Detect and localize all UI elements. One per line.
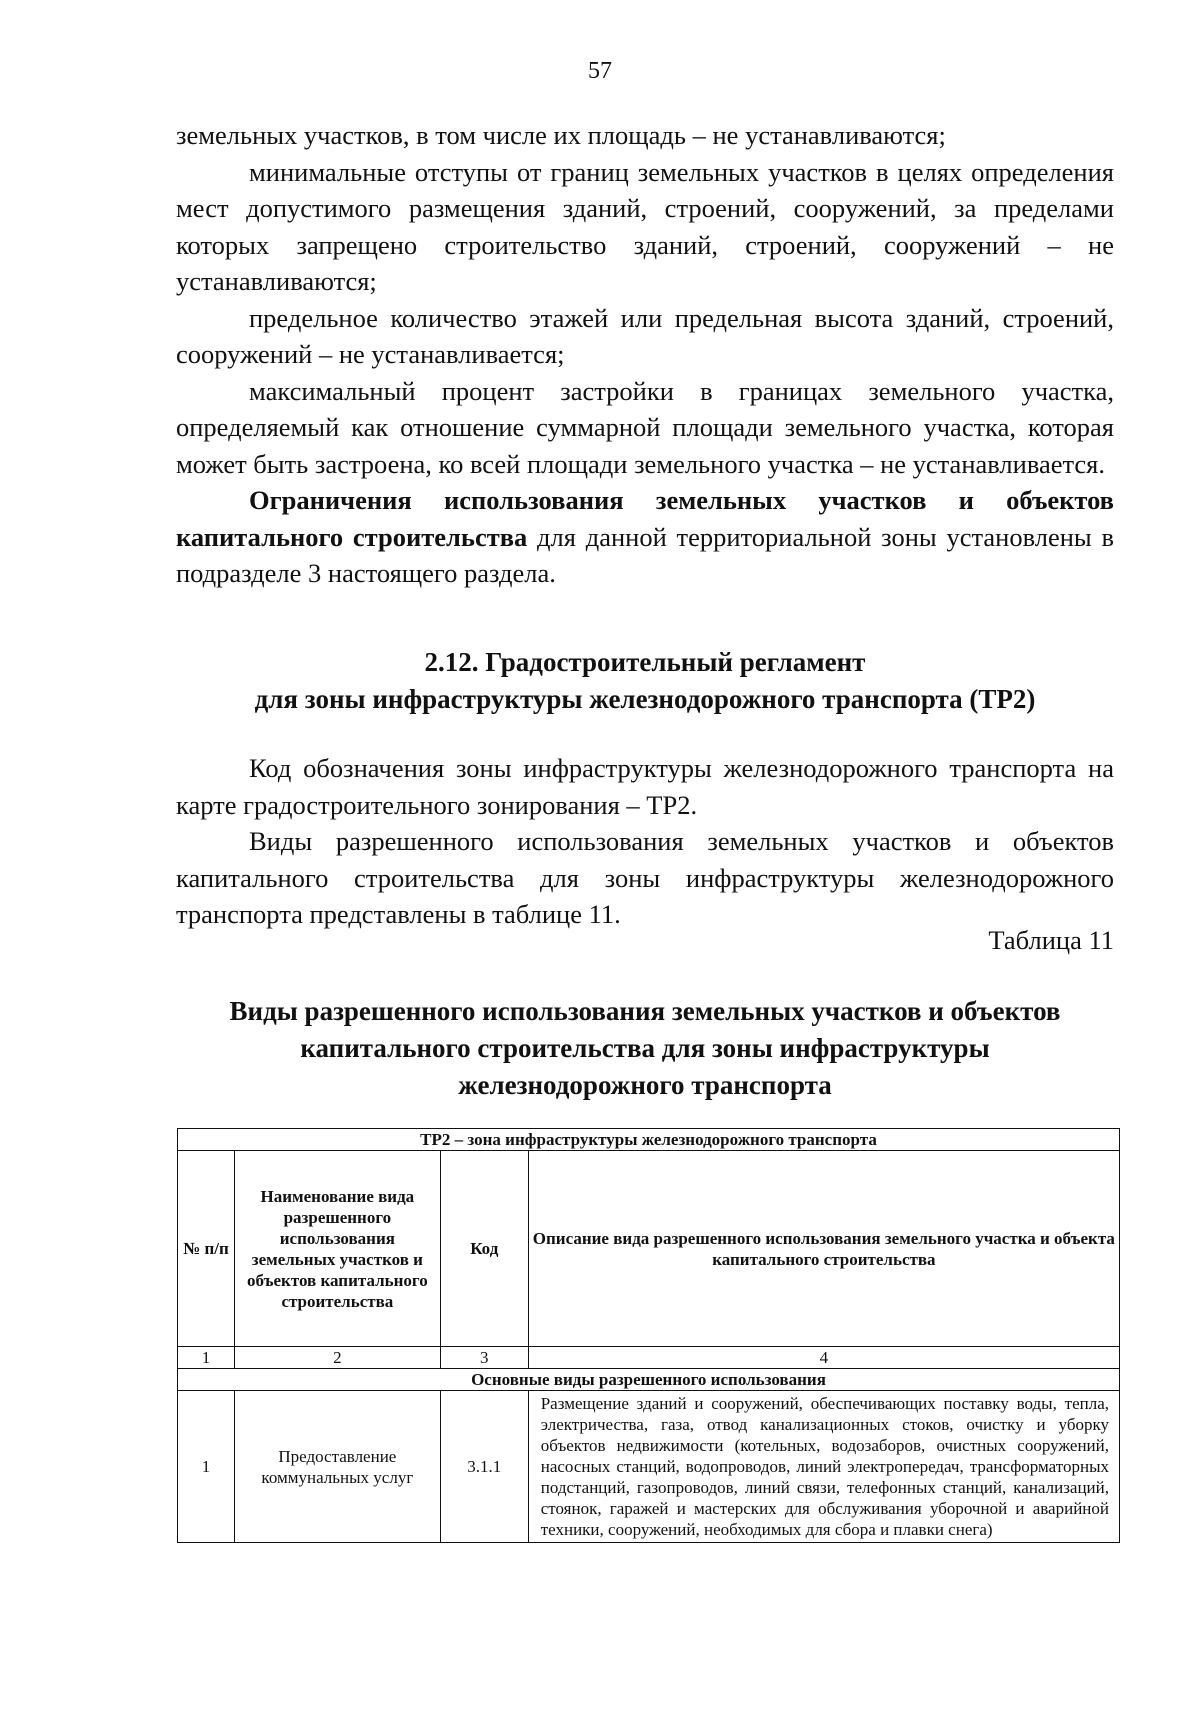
table-zone-header-row	[178, 1129, 1120, 1151]
restrictions-paragraph	[176, 482, 1114, 592]
column-number: 4	[528, 1347, 1119, 1369]
table-title	[176, 993, 1114, 1104]
paragraph: предельное количество этажей или предельная высота зданий, строений, сооружений – не устанавливается;	[176, 302, 1114, 369]
paragraph: минимальные отступы от границ земельных участков в целях определения мест допустимого размещения зданий, строений, сооружений, за пределами которых запрещено строительство зданий, строений, сооружений – не устанавливаются;	[176, 156, 1114, 296]
section-heading-line: 2.12. Градостроительный регламент	[424, 647, 866, 677]
table-section-row	[178, 1369, 1120, 1391]
restrictions-rest: для данной территориальной зоны установлены в подразделе 3 настоящего раздела.	[176, 521, 1114, 588]
column-number: 3	[440, 1347, 528, 1369]
column-header-name: Наименование вида разрешенного использования земельных участков и объектов капитального строительства	[234, 1151, 440, 1347]
row-number-cell: 1	[178, 1391, 235, 1543]
column-number: 1	[178, 1347, 235, 1369]
body-text	[176, 117, 1114, 592]
column-header-number: № п/п	[178, 1151, 235, 1347]
regulations-table	[177, 1128, 1120, 1543]
row-code-cell: 3.1.1	[440, 1391, 528, 1543]
paragraph: Код обозначения зоны инфраструктуры железнодорожного транспорта на карте градостроительного зонирования – ТР2.	[176, 753, 1114, 820]
section-label-cell: Основные виды разрешенного использования	[178, 1369, 1120, 1391]
column-header-code: Код	[440, 1151, 528, 1347]
restrictions-bold: Ограничения использования земельных участков и объектов капитального строительства	[176, 485, 1114, 552]
row-name-cell: Предоставление коммунальных услуг	[234, 1391, 440, 1543]
paragraph: максимальный процент застройки в границах земельного участка, определяемый как отношение суммарной площади земельного участка, которая может быть застроена, ко всей площади земельного участка – не устанавливается.	[176, 375, 1114, 479]
row-description-cell: Размещение зданий и сооружений, обеспечивающих поставку воды, тепла, электричества, газа, отвод канализационных стоков, очистку и уборку объектов недвижимости (котельных, водозаборов, очистных сооружений, насосных станций, водопроводов, линий электропередач, трансформаторных подстанций, газопроводов, линий связи, телефонных станций, канализаций, стоянок, гаражей и мастерских для обслуживания уборочной и аварийной техники, сооружений, необходимых для сбора и плавки снега)	[528, 1391, 1119, 1543]
table-column-header-row	[178, 1151, 1120, 1347]
section-heading-line: для зоны инфраструктуры железнодорожного транспорта (ТР2)	[254, 684, 1036, 714]
column-number: 2	[234, 1347, 440, 1369]
table-column-number-row	[178, 1347, 1120, 1369]
paragraph: Виды разрешенного использования земельных участков и объектов капитального строительства для зоны инфраструктуры железнодорожного транспорта представлены в таблице 11.	[176, 826, 1114, 929]
paragraph: земельных участков, в том числе их площадь – не устанавливаются;	[176, 120, 946, 150]
table-caption: Таблица 11	[988, 925, 1114, 955]
column-header-description: Описание вида разрешенного использования земельного участка и объекта капитального строительства	[528, 1151, 1119, 1347]
zone-header-cell: ТР2 – зона инфраструктуры железнодорожного транспорта	[178, 1129, 1120, 1151]
table-row	[178, 1391, 1120, 1543]
table-title-line: капитального строительства для зоны инфраструктуры	[300, 1033, 990, 1063]
table-title-line: железнодорожного транспорта	[458, 1070, 832, 1100]
intro-text	[176, 750, 1114, 933]
page-number: 57	[588, 58, 612, 84]
table-title-line: Виды разрешенного использования земельных участков и объектов	[229, 996, 1061, 1026]
section-heading	[176, 644, 1114, 718]
